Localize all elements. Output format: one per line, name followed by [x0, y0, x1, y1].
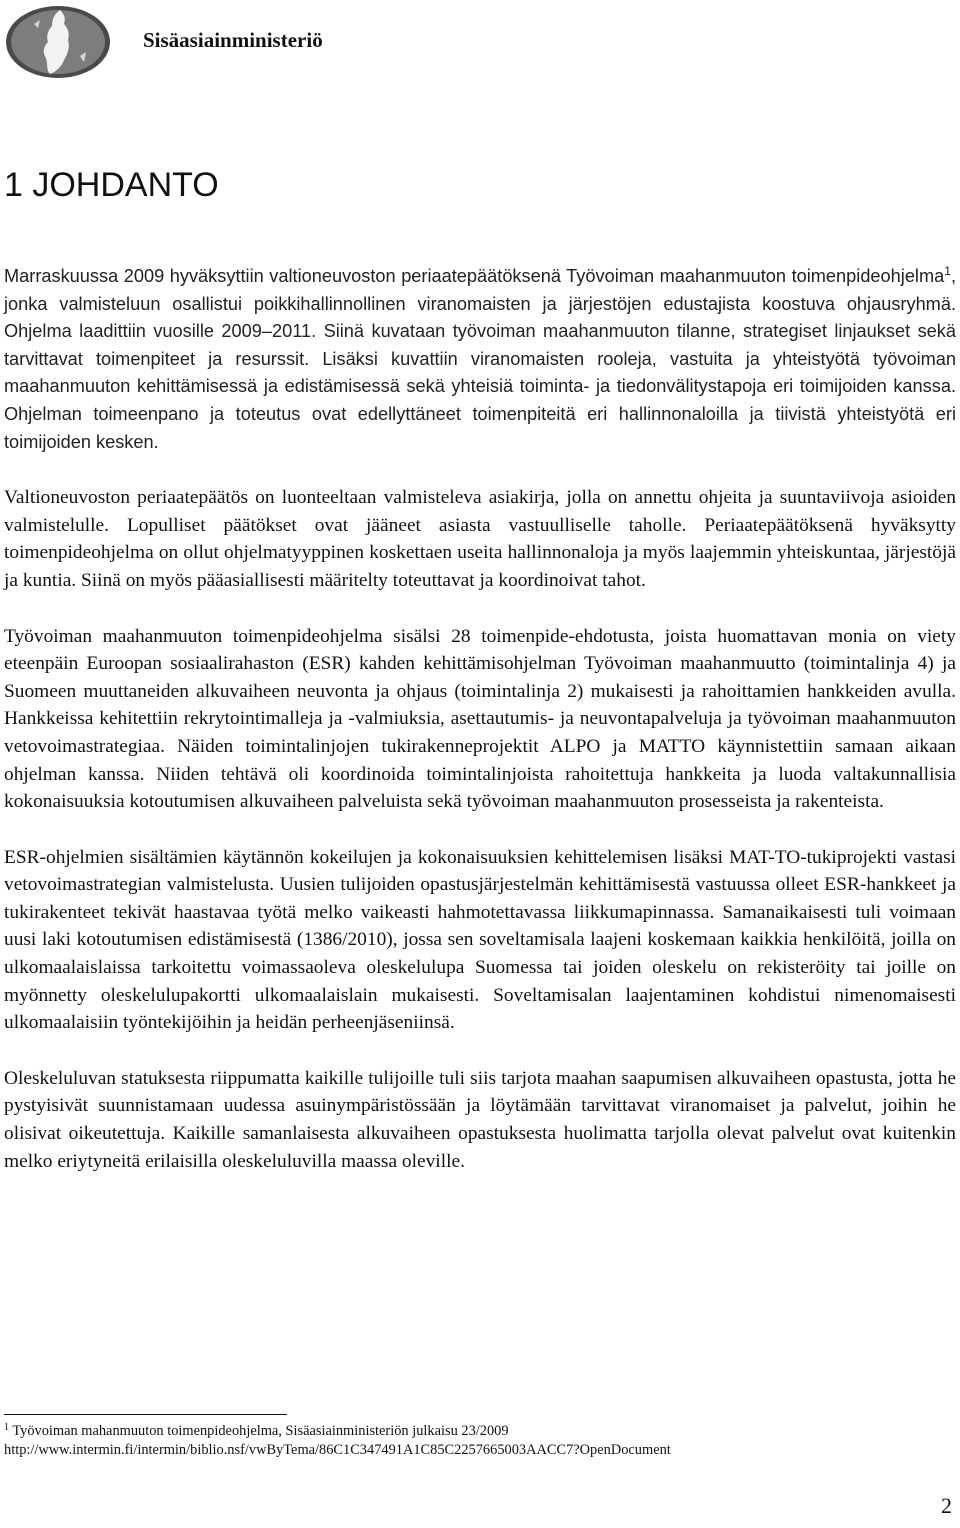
ministry-logo-icon	[4, 4, 112, 80]
paragraph-text: Marraskuussa 2009 hyväksyttiin valtioneuvoston periaatepäätöksenä Työvoiman maahanmuuton toimenpideohjelma	[4, 266, 945, 286]
paragraph: ESR-ohjelmien sisältämien käytännön kokeilujen ja kokonaisuuksien kehittelemisen lisäksi MAT-TO-tukiprojekti vastasi vetovoimastrategian valmistelusta. Uusien tulijoiden opastusjärjestelmän kehittämisestä vastuussa olleet ESR-hankkeet ja tukirakenteet tekivät haastavaa työtä melko vaikeasti hahmotettavassa liikkumapinnassa. Samanaikaisesti tuli voimaan uusi laki kotoutumisen edistämisestä (1386/2010), jossa sen soveltamisala laajeni koskemaan kaikkia henkilöitä, joilla on ulkomaalaislaissa tarkoitettu voimassaoleva oleskelulupa Suomessa tai joiden oleskelu on rekisteröity tai joille on myönnetty oleskelulupakortti ulkomaalaislain mukaisesti. Soveltamisalan laajentaminen kohdistui nimenomaisesti ulkomaalaisiin työntekijöihin ja heidän perheenjäseniinsä.	[4, 846, 956, 1034]
footnote-text: Työvoiman mahanmuuton toimenpideohjelma, Sisäasiainministeriön julkaisu 23/2009	[9, 1423, 509, 1439]
page-title: 1 JOHDANTO	[4, 166, 219, 204]
paragraph: Oleskeluluvan statuksesta riippumatta kaikille tulijoille tuli siis tarjota maahan saapumisen alkuvaiheen opastusta, jotta he pystyisivät suunnistamaan uudessa asuinympäristössään ja löytämään tarvittavat viranomaiset ja palvelut, joihin he olisivat oikeutettuja. Kaikille samanlaisesta alkuvaiheen opastuksesta huolimatta tarjolla olevat palvelut ovat kuitenkin melko eriytyneitä erilaisilla oleskeluluvilla maassa oleville.	[4, 1067, 956, 1172]
page-header	[4, 2, 112, 82]
page-number: 2	[941, 1493, 952, 1518]
ministry-name: Sisäasiainministeriö	[143, 28, 323, 52]
footnote-reference[interactable]: 1	[944, 264, 951, 278]
footnote-url[interactable]: http://www.intermin.fi/intermin/biblio.nsf/vwByTema/86C1C347491A1C85C2257665003AACC7?OpenDocument	[4, 1441, 671, 1458]
paragraph: Työvoiman maahanmuuton toimenpideohjelma sisälsi 28 toimenpide-ehdotusta, joista huomattavan monia on viety eteenpäin Euroopan sosiaalirahaston (ESR) kahden kehittämisohjelman Työvoiman maahanmuutto (toimintalinja 4) ja Suomeen muuttaneiden alkuvaiheen neuvonta ja ohjaus (toimintalinja 2) mukaisesti ja rahoittamien hankkeiden avulla. Hankkeissa kehitettiin rekrytointimalleja ja -valmiuksia, asettautumis- ja neuvontapalveluja ja työvoiman maahanmuuton vetovoimastrategiaa. Näiden toimintalinjojen tukirakenneprojektit ALPO ja MATTO käynnistettiin samaan aikaan ohjelman kanssa. Niiden tehtävä oli koordinoida toimintalinjoista rahoitettuja hankkeita ja luoda valtakunnallisia kokonaisuuksia kotoutumisen alkuvaiheen palveluista sekä työvoiman maahanmuuton prosesseista ja rakenteista.	[4, 625, 956, 813]
footnote-citation	[4, 1422, 671, 1441]
paragraph	[4, 263, 956, 456]
footnote-divider	[4, 1414, 287, 1415]
paragraph-text: , jonka valmisteluun osallistui poikkihallinnollinen viranomaisten ja järjestöjen edustajista koostuva ohjausryhmä. Ohjelma laadittiin vuosille 2009–2011. Siinä kuvataan työvoiman maahanmuuton tilanne, strategiset linjaukset sekä tarvittavat toimenpiteet ja resurssit. Lisäksi kuvattiin viranomaisten rooleja, vastuita ja yhteistyötä työvoiman maahanmuuton kehittämisessä ja edistämisessä sekä yhteisiä toiminta- ja tiedonvälitystapoja eri toimijoiden kanssa. Ohjelman toimeenpano ja toteutus ovat edellyttäneet toimenpiteitä eri hallinnonaloilla ja tiivistä yhteistyötä eri toimijoiden kesken.	[4, 266, 956, 452]
footnote	[4, 1422, 671, 1459]
footnote-marker: 1	[4, 1422, 9, 1433]
paragraph: Valtioneuvoston periaatepäätös on luonteeltaan valmisteleva asiakirja, jolla on annettu ohjeita ja suuntaviivoja asioiden valmistelulle. Lopulliset päätökset ovat jääneet asiasta vastuulliselle taholle. Periaatepäätöksenä hyväksytty toimenpideohjelma on ollut ohjelmatyyppinen koskettaen useita hallinnonaloja ja myös laajemmin yhteiskuntaa, järjestöjä ja kuntia. Siinä on myös pääasiallisesti määritelty toteuttavat ja koordinoivat tahot.	[4, 487, 956, 591]
document-body	[4, 263, 956, 1203]
